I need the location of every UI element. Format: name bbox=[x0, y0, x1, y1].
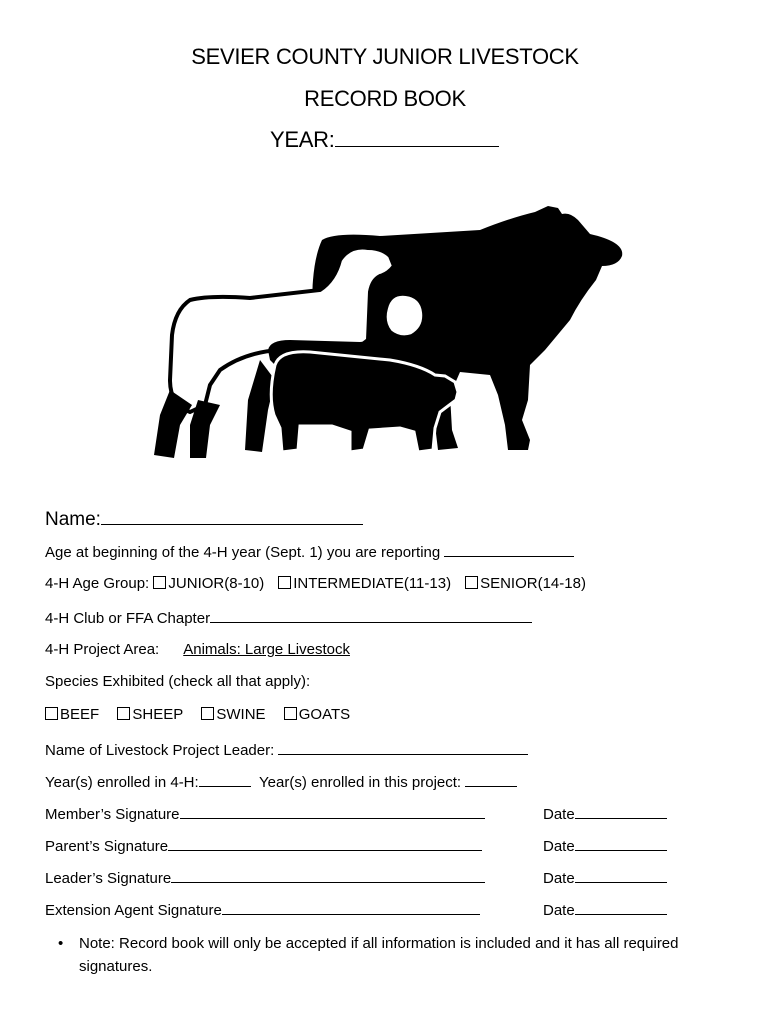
checkbox[interactable] bbox=[465, 576, 478, 589]
date-blank[interactable] bbox=[575, 804, 667, 819]
age-group-field bbox=[45, 575, 600, 592]
age-group-junior[interactable]: JUNIOR(8-10) bbox=[153, 575, 264, 592]
agent-signature-label: Extension Agent Signature bbox=[45, 902, 222, 919]
date-blank[interactable] bbox=[575, 900, 667, 915]
name-blank[interactable] bbox=[101, 506, 363, 525]
date-blank[interactable] bbox=[575, 836, 667, 851]
note bbox=[58, 932, 698, 978]
leader-signature-field[interactable] bbox=[45, 868, 485, 887]
agent-signature-blank[interactable] bbox=[222, 900, 480, 915]
goat-head bbox=[385, 294, 425, 338]
bullet-icon: • bbox=[58, 935, 64, 952]
date-label: Date bbox=[543, 806, 575, 823]
checkbox[interactable] bbox=[201, 707, 214, 720]
years-4h-blank[interactable] bbox=[199, 772, 251, 787]
species-goats[interactable]: GOATS bbox=[284, 706, 350, 723]
project-area-label: 4-H Project Area: bbox=[45, 641, 160, 658]
parent-date-field[interactable] bbox=[543, 836, 667, 855]
leader-name-label: Name of Livestock Project Leader: bbox=[45, 742, 275, 759]
checkbox[interactable] bbox=[153, 576, 166, 589]
leader-date-field[interactable] bbox=[543, 868, 667, 887]
project-area-value: Animals: Large Livestock bbox=[183, 641, 350, 658]
parent-signature-label: Parent’s Signature bbox=[45, 838, 169, 855]
year-field[interactable] bbox=[270, 127, 499, 153]
years-4h-label: Year(s) enrolled in 4-H: bbox=[45, 774, 199, 791]
years-project-blank[interactable] bbox=[465, 772, 517, 787]
years-project-label: Year(s) enrolled in this project: bbox=[259, 774, 462, 791]
member-signature-label: Member’s Signature bbox=[45, 806, 180, 823]
name-field[interactable] bbox=[45, 506, 363, 531]
age-field[interactable] bbox=[45, 542, 574, 561]
agent-date-field[interactable] bbox=[543, 900, 667, 919]
parent-signature-field[interactable] bbox=[45, 836, 482, 855]
species-label: Species Exhibited (check all that apply): bbox=[45, 673, 311, 690]
title-line-2: RECORD BOOK bbox=[304, 86, 466, 111]
species-sheep[interactable]: SHEEP bbox=[117, 706, 183, 723]
member-date-field[interactable] bbox=[543, 804, 667, 823]
member-signature-field[interactable] bbox=[45, 804, 485, 823]
checkbox[interactable] bbox=[278, 576, 291, 589]
leader-name-field[interactable] bbox=[45, 740, 528, 759]
age-group-senior[interactable]: SENIOR(14-18) bbox=[465, 575, 586, 592]
leader-signature-label: Leader’s Signature bbox=[45, 870, 172, 887]
years-field bbox=[45, 772, 517, 791]
age-blank[interactable] bbox=[444, 542, 574, 557]
date-label: Date bbox=[543, 902, 575, 919]
title-line-1: SEVIER COUNTY JUNIOR LIVESTOCK bbox=[191, 44, 579, 69]
agent-signature-field[interactable] bbox=[45, 900, 480, 919]
member-signature-blank[interactable] bbox=[180, 804, 485, 819]
age-group-intermediate[interactable]: INTERMEDIATE(11-13) bbox=[278, 575, 451, 592]
note-text: Note: Record book will only be accepted if all information is included and it has all required signatures. bbox=[79, 935, 679, 975]
livestock-illustration bbox=[150, 200, 630, 470]
leader-signature-blank[interactable] bbox=[171, 868, 485, 883]
club-field[interactable] bbox=[45, 608, 532, 627]
date-label: Date bbox=[543, 838, 575, 855]
parent-signature-blank[interactable] bbox=[168, 836, 482, 851]
name-label: Name: bbox=[45, 509, 101, 530]
species-options bbox=[45, 706, 364, 723]
checkbox[interactable] bbox=[45, 707, 58, 720]
date-blank[interactable] bbox=[575, 868, 667, 883]
checkbox[interactable] bbox=[284, 707, 297, 720]
leader-name-blank[interactable] bbox=[278, 740, 528, 755]
species-beef[interactable]: BEEF bbox=[45, 706, 99, 723]
club-blank[interactable] bbox=[210, 608, 532, 623]
date-label: Date bbox=[543, 870, 575, 887]
club-label: 4-H Club or FFA Chapter bbox=[45, 610, 211, 627]
checkbox[interactable] bbox=[117, 707, 130, 720]
species-swine[interactable]: SWINE bbox=[201, 706, 265, 723]
year-label: YEAR: bbox=[270, 127, 335, 152]
age-label: Age at beginning of the 4-H year (Sept. 1) you are reporting bbox=[45, 544, 441, 561]
year-blank[interactable] bbox=[335, 128, 499, 147]
age-group-label: 4-H Age Group: bbox=[45, 575, 150, 592]
project-area-field bbox=[45, 641, 350, 658]
